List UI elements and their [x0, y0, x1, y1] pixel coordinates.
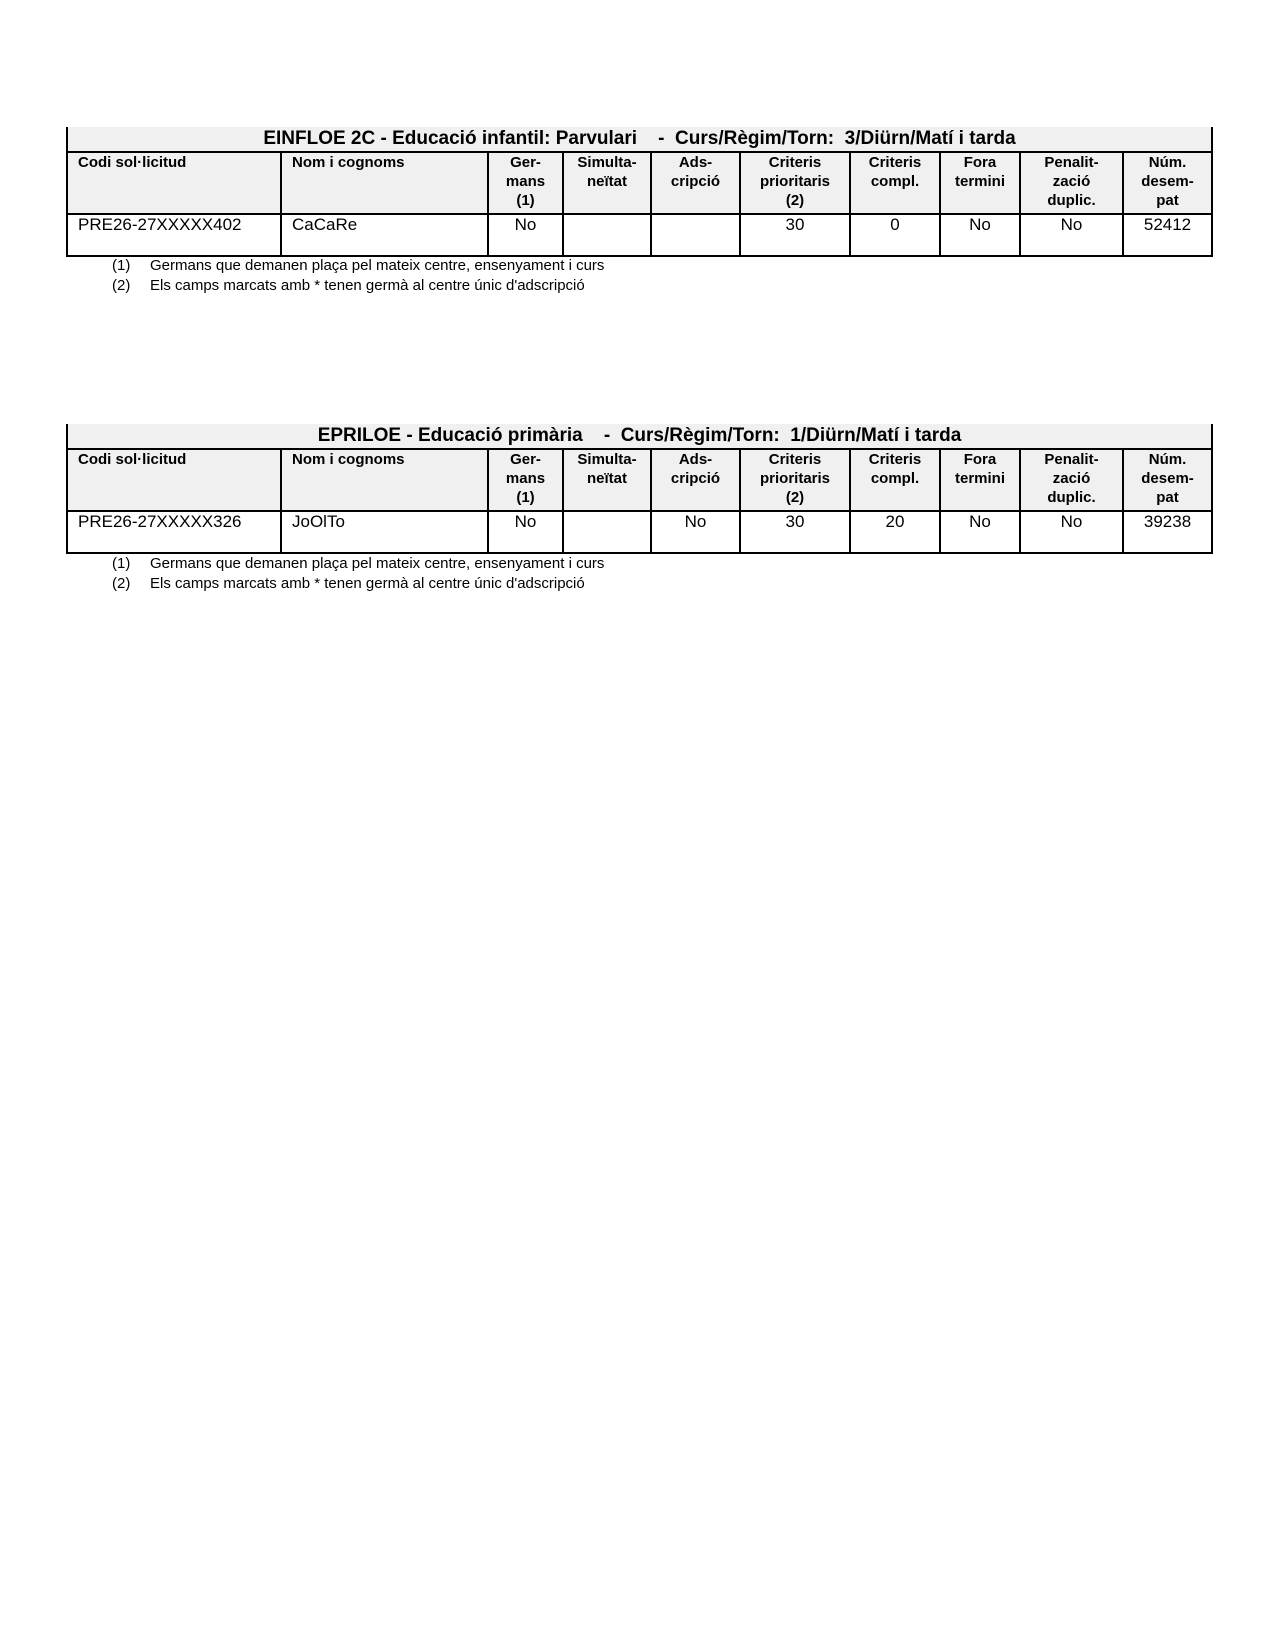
column-header: Simulta- neïtat	[563, 152, 651, 214]
table-cell: No	[940, 214, 1020, 256]
table-cell	[563, 511, 651, 553]
table-title: EINFLOE 2C - Educació infantil: Parvulari - Curs/Règim/Torn: 3/Diürn/Matí i tarda	[67, 127, 1212, 152]
column-header: Simulta- neïtat	[563, 449, 651, 511]
footnote-number: (2)	[112, 575, 131, 592]
column-header: Nom i cognoms	[281, 152, 488, 214]
table-cell: PRE26-27XXXXX326	[67, 511, 281, 553]
table-cell: 39238	[1123, 511, 1212, 553]
table-cell: PRE26-27XXXXX402	[67, 214, 281, 256]
table-cell: CaCaRe	[281, 214, 488, 256]
table-title: EPRILOE - Educació primària - Curs/Règim/Torn: 1/Diürn/Matí i tarda	[67, 424, 1212, 449]
footnote-number: (1)	[112, 257, 131, 274]
table-cell	[651, 214, 740, 256]
column-header: Ger- mans (1)	[488, 152, 563, 214]
table-cell: 52412	[1123, 214, 1212, 256]
footnote-number: (1)	[112, 555, 131, 572]
column-header: Nom i cognoms	[281, 449, 488, 511]
column-header: Fora termini	[940, 449, 1020, 511]
column-header: Codi sol·licitud	[67, 152, 281, 214]
footnote	[112, 276, 585, 296]
column-header: Criteris compl.	[850, 449, 940, 511]
column-header: Núm. desem- pat	[1123, 449, 1212, 511]
table-cell: 20	[850, 511, 940, 553]
column-header: Criteris compl.	[850, 152, 940, 214]
table-cell	[563, 214, 651, 256]
admission-table	[66, 424, 1213, 554]
table-cell: 0	[850, 214, 940, 256]
footnote-text: Germans que demanen plaça pel mateix centre, ensenyament i curs	[150, 257, 605, 274]
table-cell: No	[940, 511, 1020, 553]
footnote-text: Els camps marcats amb * tenen germà al centre únic d'adscripció	[150, 277, 585, 294]
table-cell: 30	[740, 511, 850, 553]
table-row	[67, 214, 1212, 256]
table-row	[67, 511, 1212, 553]
table-cell: JoOlTo	[281, 511, 488, 553]
column-header: Núm. desem- pat	[1123, 152, 1212, 214]
column-header: Criteris prioritaris (2)	[740, 449, 850, 511]
footnote	[112, 554, 604, 574]
table-cell: No	[488, 511, 563, 553]
column-header: Criteris prioritaris (2)	[740, 152, 850, 214]
footnote-number: (2)	[112, 277, 131, 294]
footnote-text: Germans que demanen plaça pel mateix centre, ensenyament i curs	[150, 555, 605, 572]
footnote-text: Els camps marcats amb * tenen germà al centre únic d'adscripció	[150, 575, 585, 592]
table-cell: No	[488, 214, 563, 256]
column-header: Ger- mans (1)	[488, 449, 563, 511]
column-header: Ads- cripció	[651, 449, 740, 511]
column-header: Penalit- zació duplic.	[1020, 449, 1123, 511]
column-header: Codi sol·licitud	[67, 449, 281, 511]
footnote	[112, 256, 604, 276]
table-cell: No	[1020, 511, 1123, 553]
table-cell: No	[1020, 214, 1123, 256]
column-header: Fora termini	[940, 152, 1020, 214]
column-header: Penalit- zació duplic.	[1020, 152, 1123, 214]
footnote	[112, 574, 585, 594]
table-cell: No	[651, 511, 740, 553]
column-header: Ads- cripció	[651, 152, 740, 214]
table-cell: 30	[740, 214, 850, 256]
admission-table	[66, 127, 1213, 257]
